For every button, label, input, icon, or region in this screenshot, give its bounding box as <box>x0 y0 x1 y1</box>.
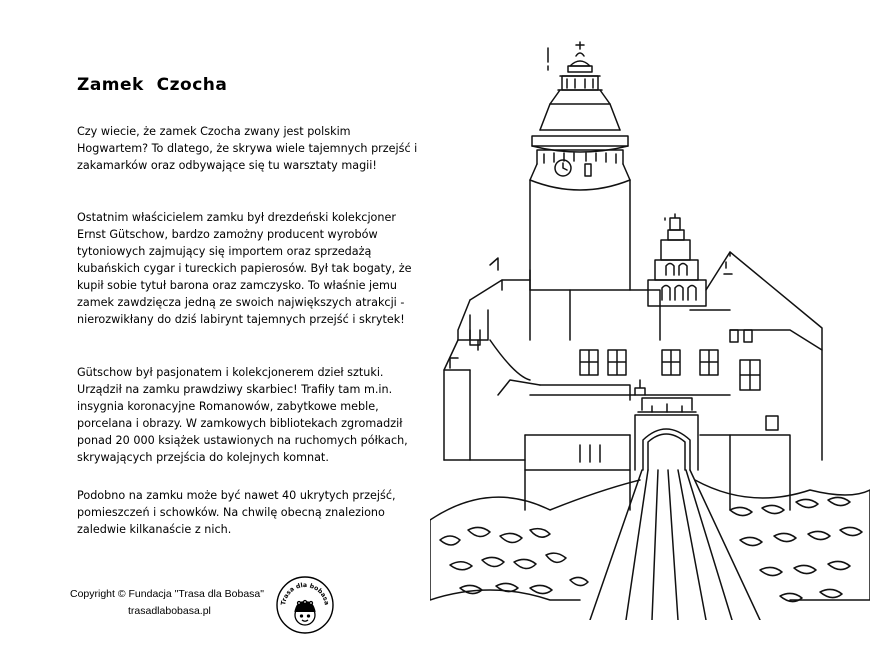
central-gatehouse <box>444 290 790 510</box>
round-tower <box>530 42 630 290</box>
baby-face-icon <box>295 601 315 626</box>
stone-bridge <box>430 470 870 620</box>
copyright-line: Copyright © Fundacja "Trasa dla Bobasa" <box>70 588 264 600</box>
trasa-dla-bobasa-logo <box>275 575 335 635</box>
copyright-block <box>70 586 264 620</box>
left-wing <box>444 258 530 460</box>
paragraph-text: Gütschow był pasjonatem i kolekcjonerem dzieł sztuki. Urządził na zamku prawdziwy skarbiec! Trafiły tam m.in. insygnia koronacyjne Romanowów, zabytkowe meble, porcelana i obrazy. W zamkowych bibliotekach zgromadził ponad 20 000 książek ustawionych na ruchomych półkach, skrywających przejścia do kolejnych komnat. <box>77 366 408 464</box>
paragraph-collection <box>77 364 422 466</box>
logo-text: Trasa dla bobasa <box>280 581 330 606</box>
paragraph-intro <box>77 123 422 174</box>
paragraph-owner <box>77 209 422 328</box>
paragraph-text: Ostatnim właścicielem zamku był drezdeński kolekcjoner Ernst Gütschow, bardzo zamożny producent wyrobów tytoniowych zajmujący się importem oraz sprzedażą kubańskich cygar i tureckich papierosów. Był tak bogaty, że kupił sobie tytuł barona oraz zamczysko. To właśnie jemu zamek zawdzięcza jedną ze swoich największych atrakcji - nierozwikłany do dziś labirynt tajemnych przejść i skrytek! <box>77 211 412 326</box>
paragraph-passages <box>77 487 422 538</box>
castle-coloring-page-illustration <box>430 40 870 620</box>
paragraph-text: Podobno na zamku może być nawet 40 ukrytych przejść, pomieszczeń i schowków. Na chwilę obecną znaleziono zaledwie kilkanaście z nich. <box>77 489 396 536</box>
paragraph-text: Czy wiecie, że zamek Czocha zwany jest polskim Hogwartem? To dlatego, że skrywa wiele tajemnych przejść i zakamarków oraz odbywające się tu warsztaty magii! <box>77 125 418 172</box>
website-url: trasadlabobasa.pl <box>128 605 211 617</box>
page-title: Zamek Czocha <box>77 75 228 95</box>
right-wing <box>648 214 822 460</box>
